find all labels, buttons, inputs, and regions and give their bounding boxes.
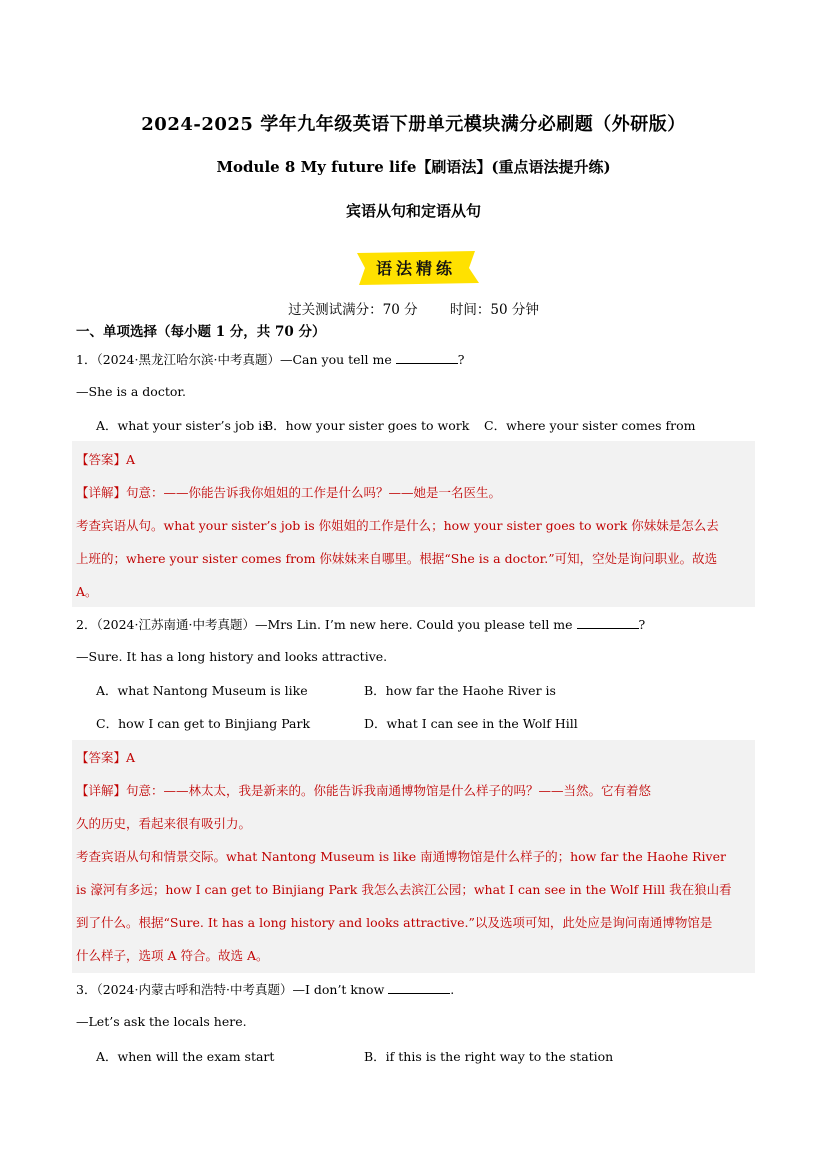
- question-2-explain-line: is 濠河有多远；how I can get to Binjiang Park 我怎么去滨江公园；what I can see in the Wolf Hill 我在狼山看: [76, 882, 732, 897]
- question-2-option-b: B．how far the Haohe River is: [364, 683, 556, 698]
- answer-blank: [388, 981, 450, 994]
- question-1-explain-line: A。: [76, 584, 98, 599]
- question-2-explain-line: 什么样子，选项 A 符合。故选 A。: [76, 948, 269, 963]
- question-1-explain-line: 考查宾语从句。what your sister’s job is 你姐姐的工作是什么；how your sister goes to work 你妹妹是怎么去: [76, 518, 719, 533]
- section-title: 一、单项选择（每小题 1 分，共 70 分）: [76, 324, 326, 340]
- question-1-option-c: C．where your sister comes from: [484, 418, 696, 433]
- question-2-option-c: C．how I can get to Binjiang Park: [96, 716, 311, 731]
- question-3-option-a: A．when will the exam start: [96, 1049, 275, 1064]
- document-subtitle: Module 8 My future life【刷语法】(重点语法提升练): [216, 158, 611, 176]
- question-2-explain-line: 久的历史，看起来很有吸引力。: [76, 816, 252, 831]
- question-2-option-a: A．what Nantong Museum is like: [96, 683, 308, 698]
- test-score: 过关测试满分：70 分: [288, 302, 418, 318]
- question-1-option-b: B．how your sister goes to work: [264, 418, 470, 433]
- document-title: 2024-2025 学年九年级英语下册单元模块满分必刷题（外研版）: [141, 114, 686, 135]
- answer-blank: [577, 616, 639, 629]
- section-badge: [351, 249, 481, 287]
- question-2-explain-line: 考查宾语从句和情景交际。what Nantong Museum is like 南通博物馆是什么样子的；how far the Haohe River: [76, 849, 726, 864]
- question-1-explain-line: 上班的；where your sister comes from 你妹妹来自哪里。根据“She is a doctor.”可知，空处是询问职业。故选: [76, 551, 718, 566]
- badge-label: 语法精练: [375, 259, 456, 278]
- question-3-stem: 3．（2024·内蒙古呼和浩特·中考真题）—I don’t know .: [76, 982, 455, 997]
- question-1-answer: 【答案】A: [76, 452, 136, 467]
- question-3-option-b: B．if this is the right way to the station: [364, 1049, 614, 1064]
- question-2-option-d: D．what I can see in the Wolf Hill: [364, 716, 578, 731]
- test-time: 时间：50 分钟: [449, 302, 539, 318]
- question-3-reply: —Let’s ask the locals here.: [76, 1014, 247, 1029]
- question-1-stem: 1．（2024·黑龙江哈尔滨·中考真题）—Can you tell me ?: [76, 352, 465, 367]
- question-2-explain-line: 到了什么。根据“Sure. It has a long history and looks attractive.”以及选项可知，此处应是询问南通博物馆是: [76, 915, 713, 930]
- question-1-reply: —She is a doctor.: [76, 384, 186, 399]
- document-topic: 宾语从句和定语从句: [345, 202, 481, 220]
- test-info: [0, 298, 827, 318]
- question-2-answer: 【答案】A: [76, 750, 136, 765]
- question-1-explain-line: 【详解】句意：——你能告诉我你姐姐的工作是什么吗？——她是一名医生。: [76, 485, 502, 500]
- question-2-reply: —Sure. It has a long history and looks attractive.: [76, 649, 388, 664]
- question-2-explain-line: 【详解】句意：——林太太，我是新来的。你能告诉我南通博物馆是什么样子的吗？——当然。它有着悠: [76, 783, 652, 798]
- answer-blank: [396, 351, 458, 364]
- question-1-option-a: A．what your sister’s job is: [96, 418, 269, 433]
- question-2-stem: 2．（2024·江苏南通·中考真题）—Mrs Lin. I’m new here. Could you please tell me ?: [76, 617, 646, 632]
